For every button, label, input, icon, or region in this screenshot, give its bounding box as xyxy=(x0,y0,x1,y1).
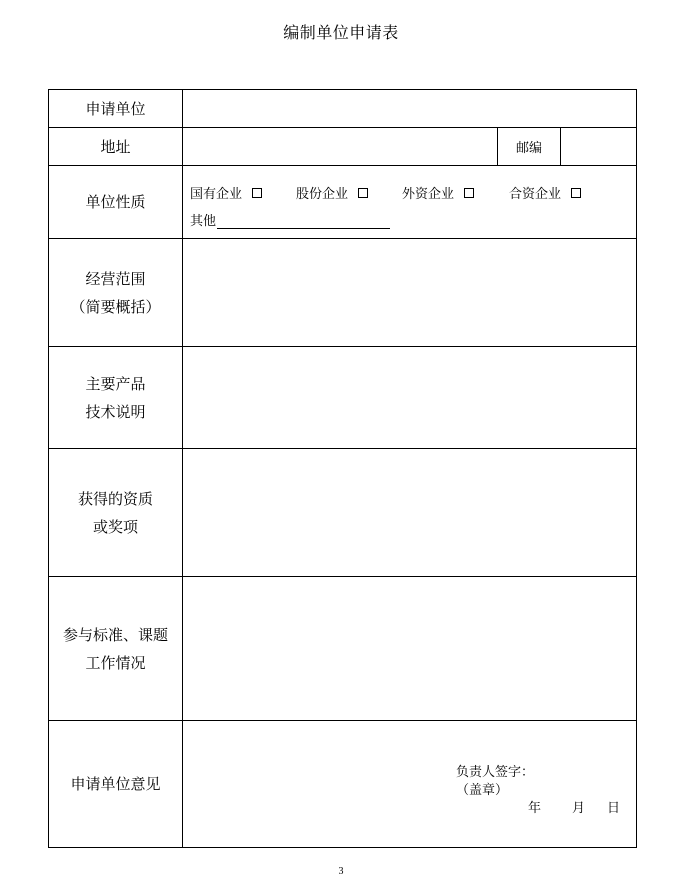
option-label: 国有企业 xyxy=(190,187,243,202)
option-label: 合资企业 xyxy=(509,187,562,202)
form-title: 编制单位申请表 xyxy=(283,23,399,42)
award-label xyxy=(49,449,182,576)
table-border-right xyxy=(636,89,637,848)
nature-option-state-owned[interactable] xyxy=(190,183,262,202)
checkbox[interactable] xyxy=(571,188,581,198)
nature-option-joint-stock[interactable] xyxy=(296,183,368,202)
postcode-label: 邮编 xyxy=(515,141,542,156)
scope-field[interactable] xyxy=(183,239,636,346)
applicant-label: 申请单位 xyxy=(85,99,146,118)
nature-option-foreign[interactable] xyxy=(402,183,474,202)
checkbox[interactable] xyxy=(252,188,262,198)
award-field[interactable] xyxy=(183,449,636,576)
signer-label: 负责人签字： xyxy=(456,765,535,780)
option-label: 外资企业 xyxy=(402,187,455,202)
opinion-field[interactable] xyxy=(183,721,636,847)
standards-label xyxy=(49,577,182,720)
standards-label-line-2: 工作情况 xyxy=(85,653,146,672)
other-input-line[interactable] xyxy=(217,215,390,229)
year-label: 年 xyxy=(528,801,542,816)
nature-other xyxy=(190,210,390,229)
checkbox[interactable] xyxy=(464,188,474,198)
scope-label-line-2: （简要概括） xyxy=(70,297,161,316)
address-label: 地址 xyxy=(100,137,131,156)
award-label-line-2: 或奖项 xyxy=(92,517,138,536)
month-label: 月 xyxy=(572,801,586,816)
applicant-field[interactable] xyxy=(183,90,636,127)
table-border-bottom xyxy=(48,847,637,848)
standards-field[interactable] xyxy=(183,577,636,720)
address-field[interactable] xyxy=(183,128,497,165)
award-label-line-1: 获得的资质 xyxy=(77,489,153,508)
scope-label xyxy=(49,239,182,346)
nature-option-joint-venture[interactable] xyxy=(509,183,581,202)
day-label: 日 xyxy=(607,801,621,816)
product-label xyxy=(49,347,182,448)
nature-label: 单位性质 xyxy=(85,193,146,211)
standards-label-line-1: 参与标准、课题 xyxy=(62,625,168,644)
option-label: 股份企业 xyxy=(296,187,349,202)
postcode-field[interactable] xyxy=(561,128,636,165)
page-number: 3 xyxy=(338,866,344,877)
seal-label: （盖章） xyxy=(456,783,509,798)
checkbox[interactable] xyxy=(358,188,368,198)
opinion-label: 申请单位意见 xyxy=(70,775,161,793)
other-label: 其他 xyxy=(190,214,217,229)
product-label-line-1: 主要产品 xyxy=(85,374,146,393)
product-field[interactable] xyxy=(183,347,636,448)
product-label-line-2: 技术说明 xyxy=(85,402,146,421)
scope-label-line-1: 经营范围 xyxy=(85,269,146,288)
